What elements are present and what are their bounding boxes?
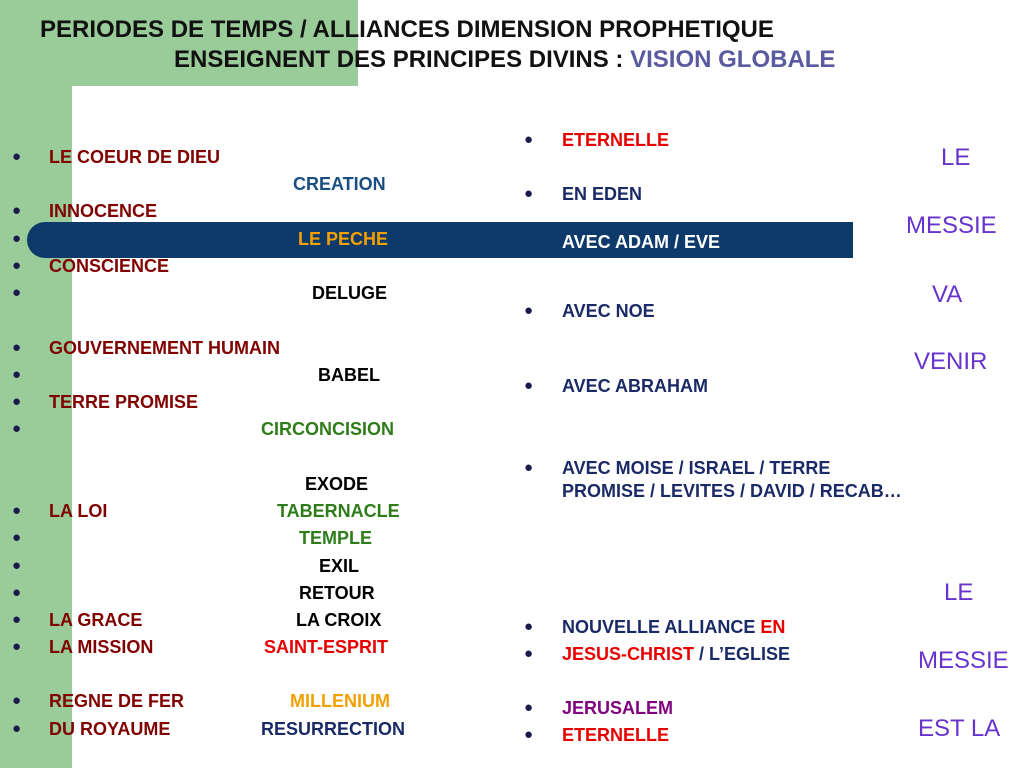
avec-moise-line-2: PROMISE / LEVITES / DAVID / RECAB…: [562, 481, 902, 501]
jesus-christ-row: [562, 643, 790, 665]
creation-label: CREATION: [293, 174, 386, 194]
bullet: ●: [12, 257, 22, 274]
exode-label: EXODE: [305, 474, 369, 494]
bullet: ●: [12, 638, 22, 655]
terre-promise-label: TERRE PROMISE: [49, 392, 199, 412]
title-line-1: PERIODES DE TEMPS / ALLIANCES DIMENSION PROPHETIQUE: [40, 16, 774, 43]
bullet: ●: [524, 618, 534, 635]
le-messie-est-la-3: EST LA: [918, 715, 1001, 742]
avec-noe-label: AVEC NOE: [562, 301, 655, 321]
en-label: EN: [760, 617, 786, 637]
exil-label: EXIL: [319, 556, 360, 576]
peche-label: LE PECHE: [298, 229, 389, 249]
le-messie-est-la-2: MESSIE: [918, 647, 1009, 674]
le-messie-va-venir-3: VA: [932, 281, 963, 308]
bullet: ●: [12, 529, 22, 546]
le-messie-va-venir-2: MESSIE: [906, 212, 997, 239]
bullet: ●: [12, 339, 22, 356]
bullet: ●: [524, 699, 534, 716]
la-mission-label: LA MISSION: [49, 637, 154, 657]
bullet: ●: [12, 230, 22, 247]
bullet: ●: [524, 302, 534, 319]
la-loi-label: LA LOI: [49, 501, 108, 521]
regne-de-fer-label: REGNE DE FER: [49, 691, 185, 711]
bullet: ●: [12, 584, 22, 601]
bullet: ●: [12, 148, 22, 165]
bullet: ●: [524, 645, 534, 662]
bullet: ●: [12, 557, 22, 574]
content-card: [72, 86, 1024, 768]
avec-moise-line-1: AVEC MOISE / ISRAEL / TERRE: [562, 458, 831, 478]
bullet: ●: [524, 377, 534, 394]
bullet: ●: [12, 393, 22, 410]
bullet: ●: [12, 611, 22, 628]
la-croix-label: LA CROIX: [296, 610, 382, 630]
bullet: ●: [524, 459, 534, 476]
tabernacle-label: TABERNACLE: [277, 501, 400, 521]
jerusalem-label: JERUSALEM: [562, 698, 674, 718]
saint-esprit-label: SAINT-ESPRIT: [264, 637, 389, 657]
nouvelle-alliance-label: NOUVELLE ALLIANCE: [562, 617, 756, 637]
jesus-christ-label: JESUS-CHRIST: [562, 644, 695, 664]
bullet: ●: [12, 502, 22, 519]
bullet: ●: [12, 420, 22, 437]
coeur-de-dieu-label: LE COEUR DE DIEU: [49, 147, 221, 167]
bullet: ●: [12, 692, 22, 709]
eternelle-bottom-label: ETERNELLE: [562, 725, 670, 745]
bullet: ●: [524, 131, 534, 148]
le-messie-est-la-1: LE: [944, 579, 974, 606]
en-eden-label: EN EDEN: [562, 184, 643, 204]
temple-label: TEMPLE: [299, 528, 373, 548]
avec-abraham-label: AVEC ABRAHAM: [562, 376, 708, 396]
bullet: ●: [524, 726, 534, 743]
resurrection-label: RESURRECTION: [261, 719, 406, 739]
millenium-label: MILLENIUM: [290, 691, 390, 711]
sin-band: [27, 222, 853, 258]
bullet: ●: [12, 202, 22, 219]
title-line-2-text: ENSEIGNENT DES PRINCIPES DIVINS :: [174, 46, 624, 73]
bullet: ●: [12, 284, 22, 301]
du-royaume-label: DU ROYAUME: [49, 719, 171, 739]
la-grace-label: LA GRACE: [49, 610, 143, 630]
retour-label: RETOUR: [299, 583, 375, 603]
nouvelle-alliance-row: [562, 616, 785, 638]
circoncision-label: CIRCONCISION: [261, 419, 395, 439]
title-line-2: [174, 46, 835, 74]
innocence-label: INNOCENCE: [49, 201, 158, 221]
title-accent: VISION GLOBALE: [630, 46, 836, 73]
bullet: ●: [12, 720, 22, 737]
deluge-label: DELUGE: [312, 283, 388, 303]
babel-label: BABEL: [318, 365, 380, 385]
avec-adam-eve-label: AVEC ADAM / EVE: [562, 232, 721, 252]
conscience-label: CONSCIENCE: [49, 256, 170, 276]
gouvernement-label: GOUVERNEMENT HUMAIN: [49, 338, 281, 358]
eternelle-top-label: ETERNELLE: [562, 130, 670, 150]
le-messie-va-venir-1: LE: [941, 144, 971, 171]
bullet: ●: [524, 185, 534, 202]
le-messie-va-venir-4: VENIR: [914, 348, 988, 375]
eglise-label: / L’EGLISE: [699, 644, 791, 664]
bullet: ●: [12, 366, 22, 383]
